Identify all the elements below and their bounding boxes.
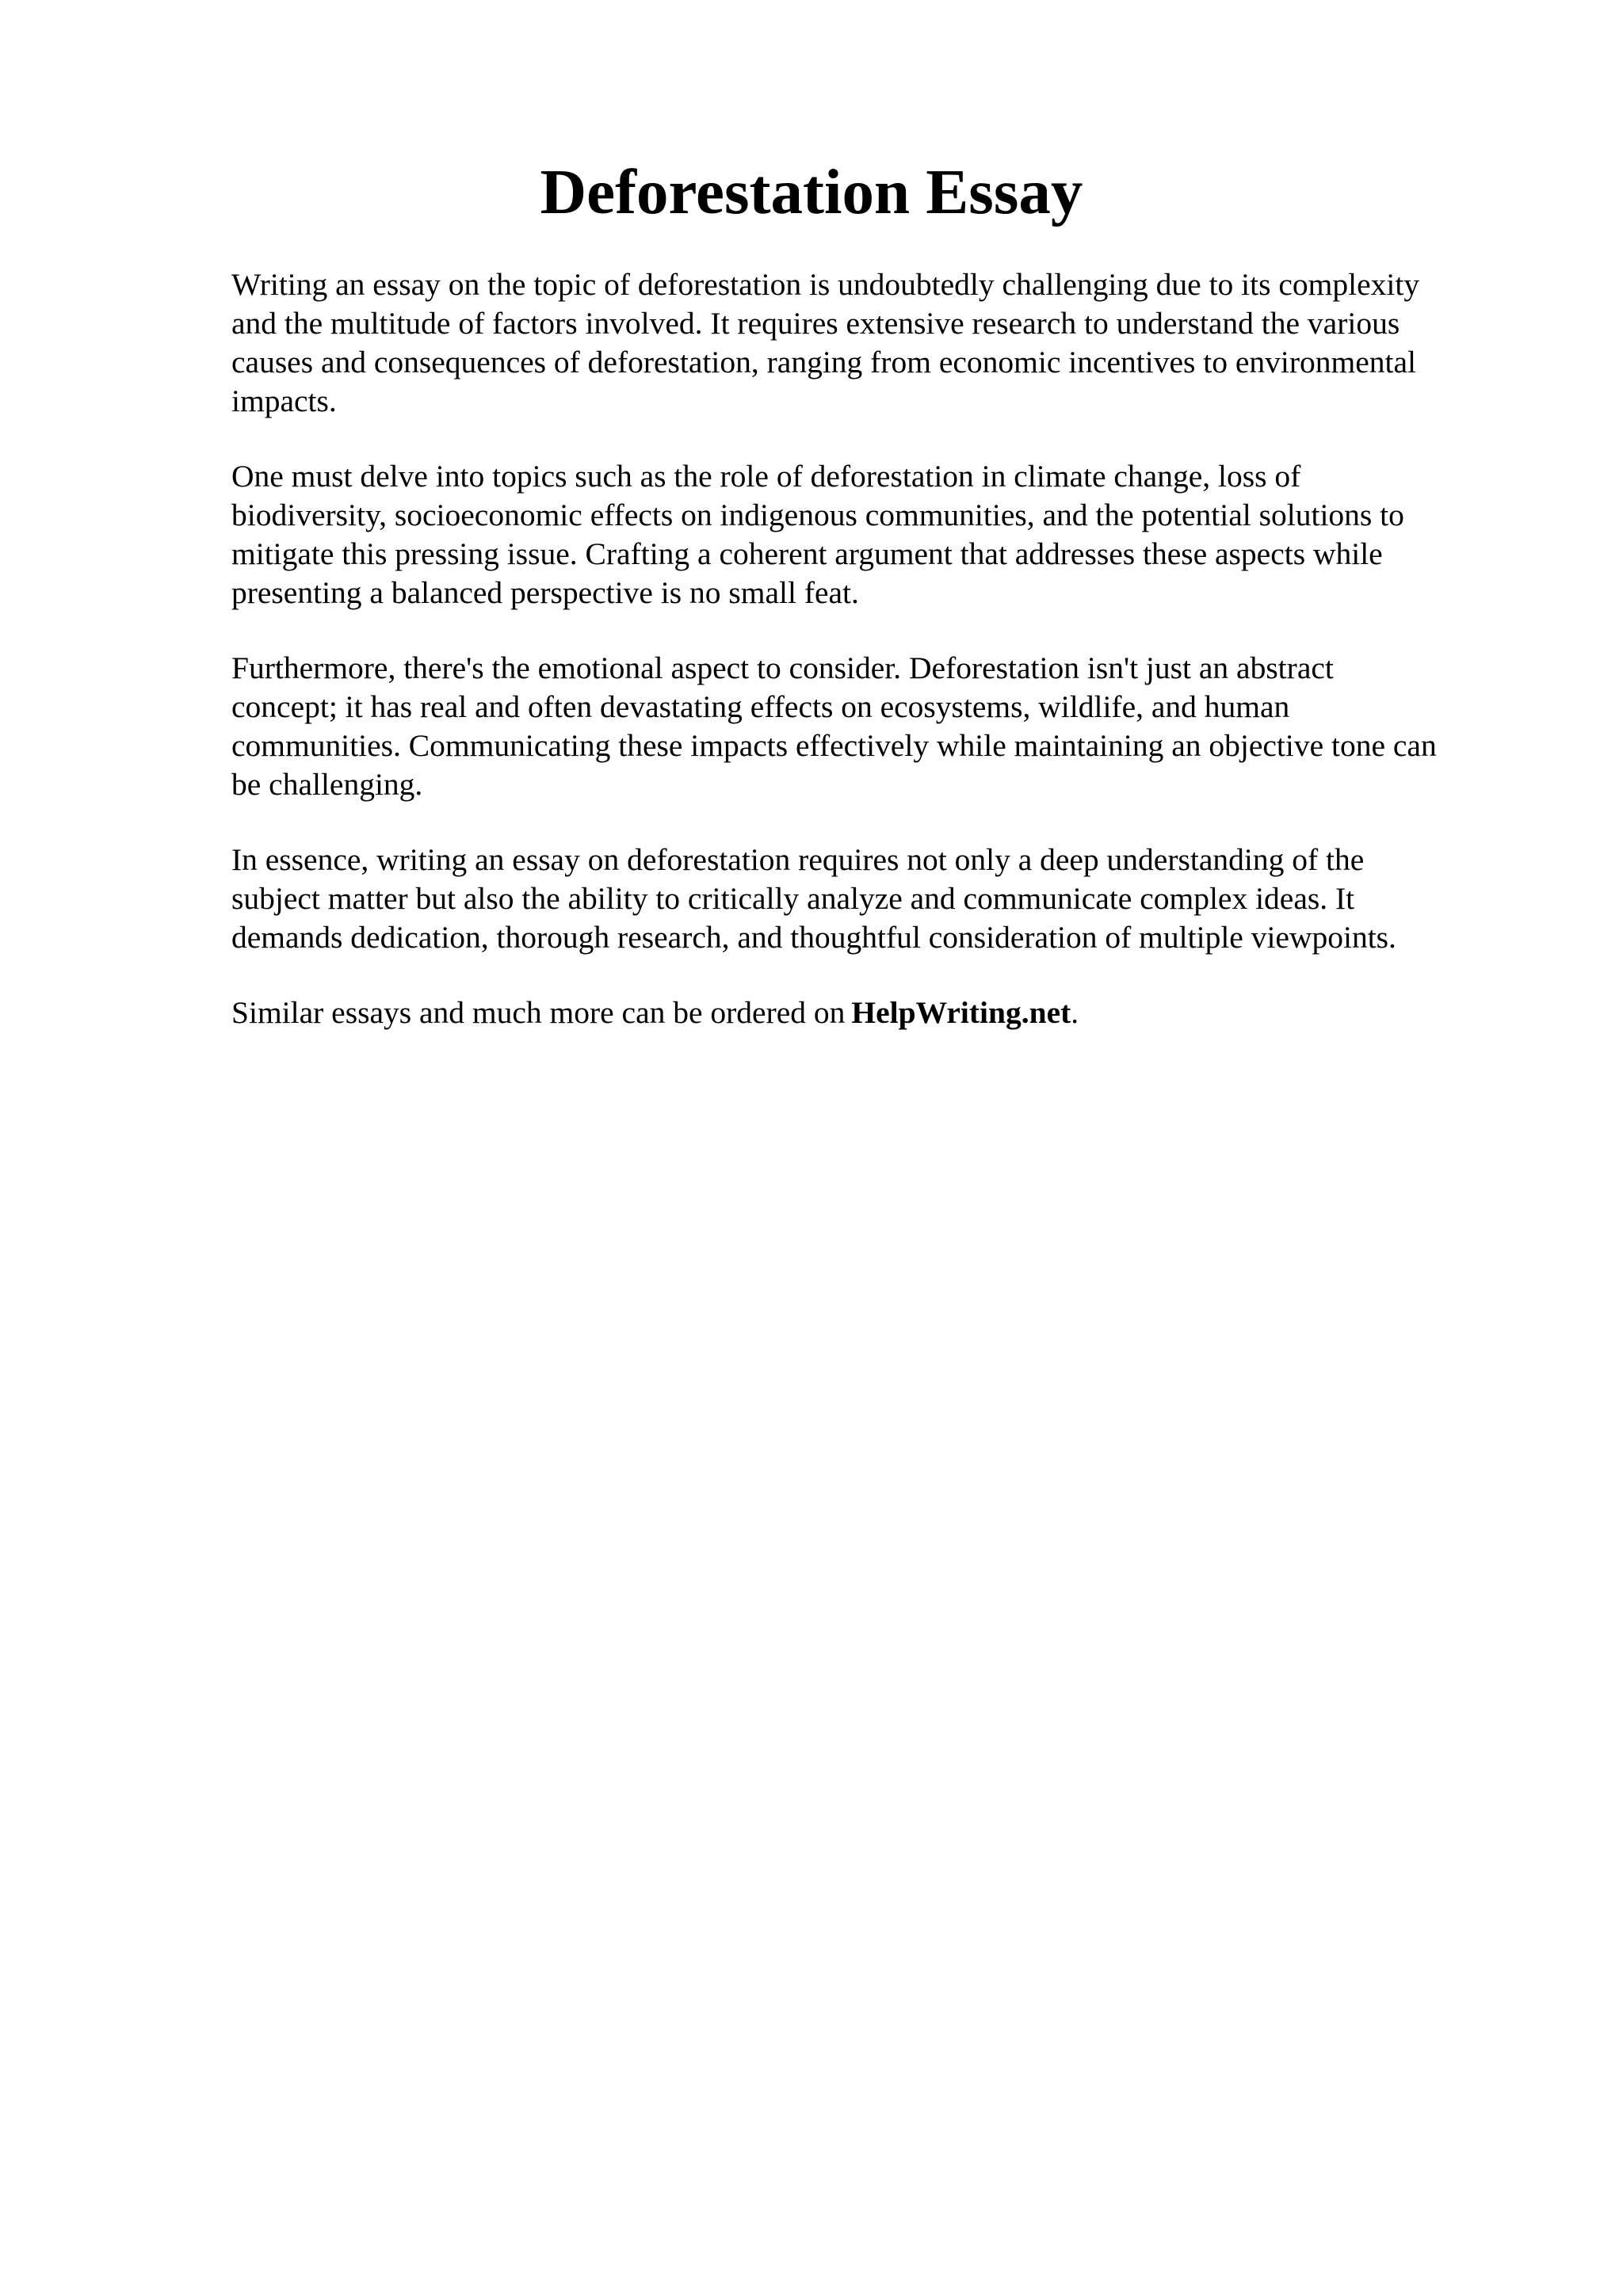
text-line: Furthermore, there's the emotional aspect to consider. Deforestation isn't just an abstract xyxy=(231,650,1334,685)
paragraph xyxy=(231,841,1515,957)
text-line: subject matter but also the ability to critically analyze and communicate complex ideas. It xyxy=(231,881,1355,916)
text-line: presenting a balanced perspective is no small feat. xyxy=(231,575,859,610)
text-line: In essence, writing an essay on deforestation requires not only a deep understanding of the xyxy=(231,842,1365,877)
paragraph xyxy=(231,649,1515,804)
paragraph xyxy=(231,265,1515,421)
helpwriting-link[interactable]: HelpWriting.net xyxy=(851,995,1071,1030)
text-line: and the multitude of factors involved. It requires extensive research to understand the various xyxy=(231,306,1400,341)
text-line: communities. Communicating these impacts effectively while maintaining an objective tone can xyxy=(231,728,1437,763)
document-title: Deforestation Essay xyxy=(540,156,1083,227)
closing-text: Similar essays and much more can be ordered on xyxy=(231,995,846,1030)
text-line: One must delve into topics such as the role of deforestation in climate change, loss of xyxy=(231,459,1301,494)
text-line: causes and consequences of deforestation, ranging from economic incentives to environmental xyxy=(231,345,1417,379)
document-body xyxy=(231,265,1515,1069)
paragraph xyxy=(231,457,1515,612)
text-line: demands dedication, thorough research, and thoughtful consideration of multiple viewpoints. xyxy=(231,920,1396,955)
text-line: Writing an essay on the topic of deforestation is undoubtedly challenging due to its complexity xyxy=(231,267,1420,302)
closing-line xyxy=(231,994,1515,1032)
text-line: be challenging. xyxy=(231,767,423,802)
closing-period: . xyxy=(1071,995,1079,1030)
text-line: impacts. xyxy=(231,383,337,418)
text-line: mitigate this pressing issue. Crafting a coherent argument that addresses these aspects while xyxy=(231,536,1383,571)
text-line: concept; it has real and often devastating effects on ecosystems, wildlife, and human xyxy=(231,689,1290,724)
text-line: biodiversity, socioeconomic effects on indigenous communities, and the potential solutions to xyxy=(231,498,1404,532)
